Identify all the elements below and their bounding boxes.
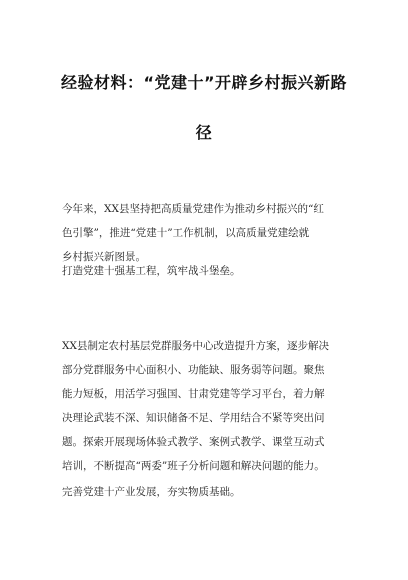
paragraph-line: 乡村振兴新图景。 <box>62 251 146 263</box>
paragraph-line: 培训，不断提高“两委”班子分析问题和解决问题的能力。 <box>62 460 325 472</box>
paragraph-line: 色引擎”，推进“党建十”工作机制，以高质量党建绘就 <box>62 227 310 239</box>
paragraph-body <box>62 334 352 478</box>
section-heading-2 <box>62 480 352 504</box>
document-title-line-2: 径 <box>195 123 213 142</box>
paragraph-line: 能力短板，用活学习强国、甘肃党建等学习平台，着力解 <box>62 388 325 400</box>
paragraph-line: XX县制定农村基层党群服务中心改造提升方案，逐步解决 <box>62 340 329 352</box>
paragraph-line: 部分党群服务中心面积小、功能缺、服务弱等问题。聚焦 <box>62 364 325 376</box>
paragraph-line: 完善党建十产业发展，夯实物质基础。 <box>62 486 241 498</box>
paragraph-line: 今年来，XX县坚持把高质量党建作为推动乡村振兴的“红 <box>62 203 324 215</box>
document-title-line-1: 经验材料：“党建十”开辟乡村振兴新路 <box>60 73 348 92</box>
paragraph-line: 打造党建十强基工程，筑牢战斗堡垒。 <box>62 265 241 277</box>
paragraph-line: 题。探索开展现场体验式教学、案例式教学、课堂互动式 <box>62 436 325 448</box>
section-heading-1 <box>62 259 352 283</box>
paragraph-line: 决理论武装不深、知识储备不足、学用结合不紧等突出问 <box>62 412 325 424</box>
